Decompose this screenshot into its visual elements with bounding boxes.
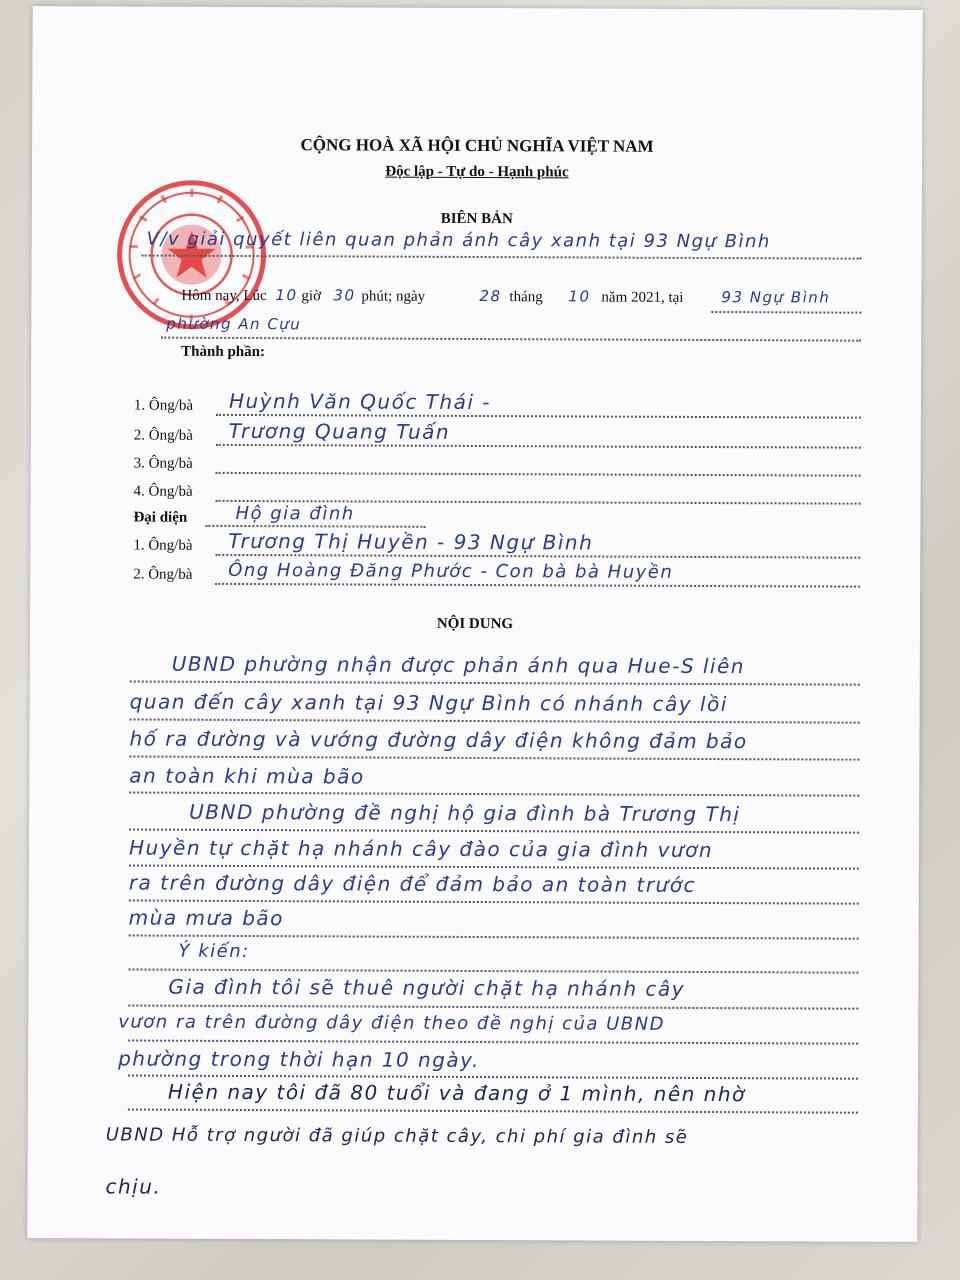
- hour-value: 10: [275, 286, 298, 305]
- minute-label: phút; ngày: [361, 288, 426, 305]
- year-label: năm 2021, tại: [601, 289, 684, 306]
- content-line-1: UBND phường nhận được phản ánh qua Hue-S liên: [171, 651, 746, 679]
- composition-label: Thành phần:: [181, 343, 266, 361]
- content-line-7: ra trên đường dây điện để đảm bảo an toàn trước: [128, 870, 697, 897]
- content-line-2: quan đến cây xanh tại 93 Ngự Bình có nhánh cây lồi: [129, 689, 728, 717]
- day-label: tháng: [509, 289, 543, 306]
- hour-label: giờ: [301, 288, 322, 305]
- place-value: 93 Ngự Bình: [721, 288, 831, 307]
- content-line-4: an toàn khi mùa bão: [129, 763, 365, 789]
- content-line-14: UBND Hỗ trợ người đã giúp chặt cây, chi phí gia đình sẽ: [105, 1124, 689, 1148]
- member-2-label: 2. Ông/bà: [133, 427, 194, 444]
- content-line-8: mùa mưa bão: [128, 905, 285, 931]
- motto: Độc lập - Tự do - Hạnh phúc: [385, 163, 569, 181]
- member-4-label: 4. Ông/bà: [133, 483, 193, 500]
- place-line2: phường An Cựu: [166, 314, 302, 334]
- date-prefix: Hôm nay, Lúc: [181, 287, 267, 305]
- minute-value: 30: [333, 286, 356, 305]
- document-paper: [27, 6, 922, 1242]
- content-line-15: chịu.: [105, 1174, 162, 1199]
- rep-member-2-label: 2. Ông/bà: [133, 566, 193, 583]
- member-1-name: Huỳnh Văn Quốc Thái -: [228, 388, 492, 415]
- subject-text: V/v giải quyết liên quan phản ánh cây xanh tại 93 Ngự Bình: [146, 228, 771, 253]
- member-1-label: 1. Ông/bà: [133, 397, 194, 414]
- content-line-11: vươn ra trên đường dây điện theo đề nghị của UBND: [118, 1011, 666, 1035]
- content-line-12: phường trong thời hạn 10 ngày.: [118, 1046, 480, 1073]
- rep-member-2-name: Ông Hoàng Đăng Phước - Con bà bà Huyền: [228, 559, 674, 583]
- country-header: CỘNG HOÀ XÃ HỘI CHỦ NGHĨA VIỆT NAM: [300, 135, 654, 156]
- member-3-label: 3. Ông/bà: [133, 455, 193, 472]
- content-line-6: Huyền tự chặt hạ nhánh cây đào của gia đình vươn: [128, 835, 714, 863]
- rep-member-1-label: 1. Ông/bà: [133, 537, 193, 554]
- representative-label: Đại diện: [133, 509, 188, 526]
- content-line-9: Ý kiến:: [178, 940, 250, 963]
- content-title: NỘI DUNG: [436, 615, 514, 633]
- representative-value: Hộ gia đình: [235, 502, 355, 525]
- day-value: 28: [479, 287, 502, 306]
- content-line-10: Gia đình tôi sẽ thuê người chặt hạ nhánh cây: [168, 974, 686, 1001]
- month-value: 10: [568, 287, 591, 306]
- member-2-name: Trương Quang Tuấn: [228, 418, 451, 444]
- document-title: BIÊN BẢN: [440, 210, 513, 228]
- content-line-13: Hiện nay tôi đã 80 tuổi và đang ở 1 mình, nên nhờ: [167, 1079, 746, 1107]
- content-line-5: UBND phường đề nghị hộ gia đình bà Trương Thị: [189, 799, 741, 827]
- rep-member-1-name: Trương Thị Huyền - 93 Ngự Bình: [228, 528, 594, 555]
- content-line-3: hố ra đường và vướng đường dây điện không đảm bảo: [129, 726, 748, 754]
